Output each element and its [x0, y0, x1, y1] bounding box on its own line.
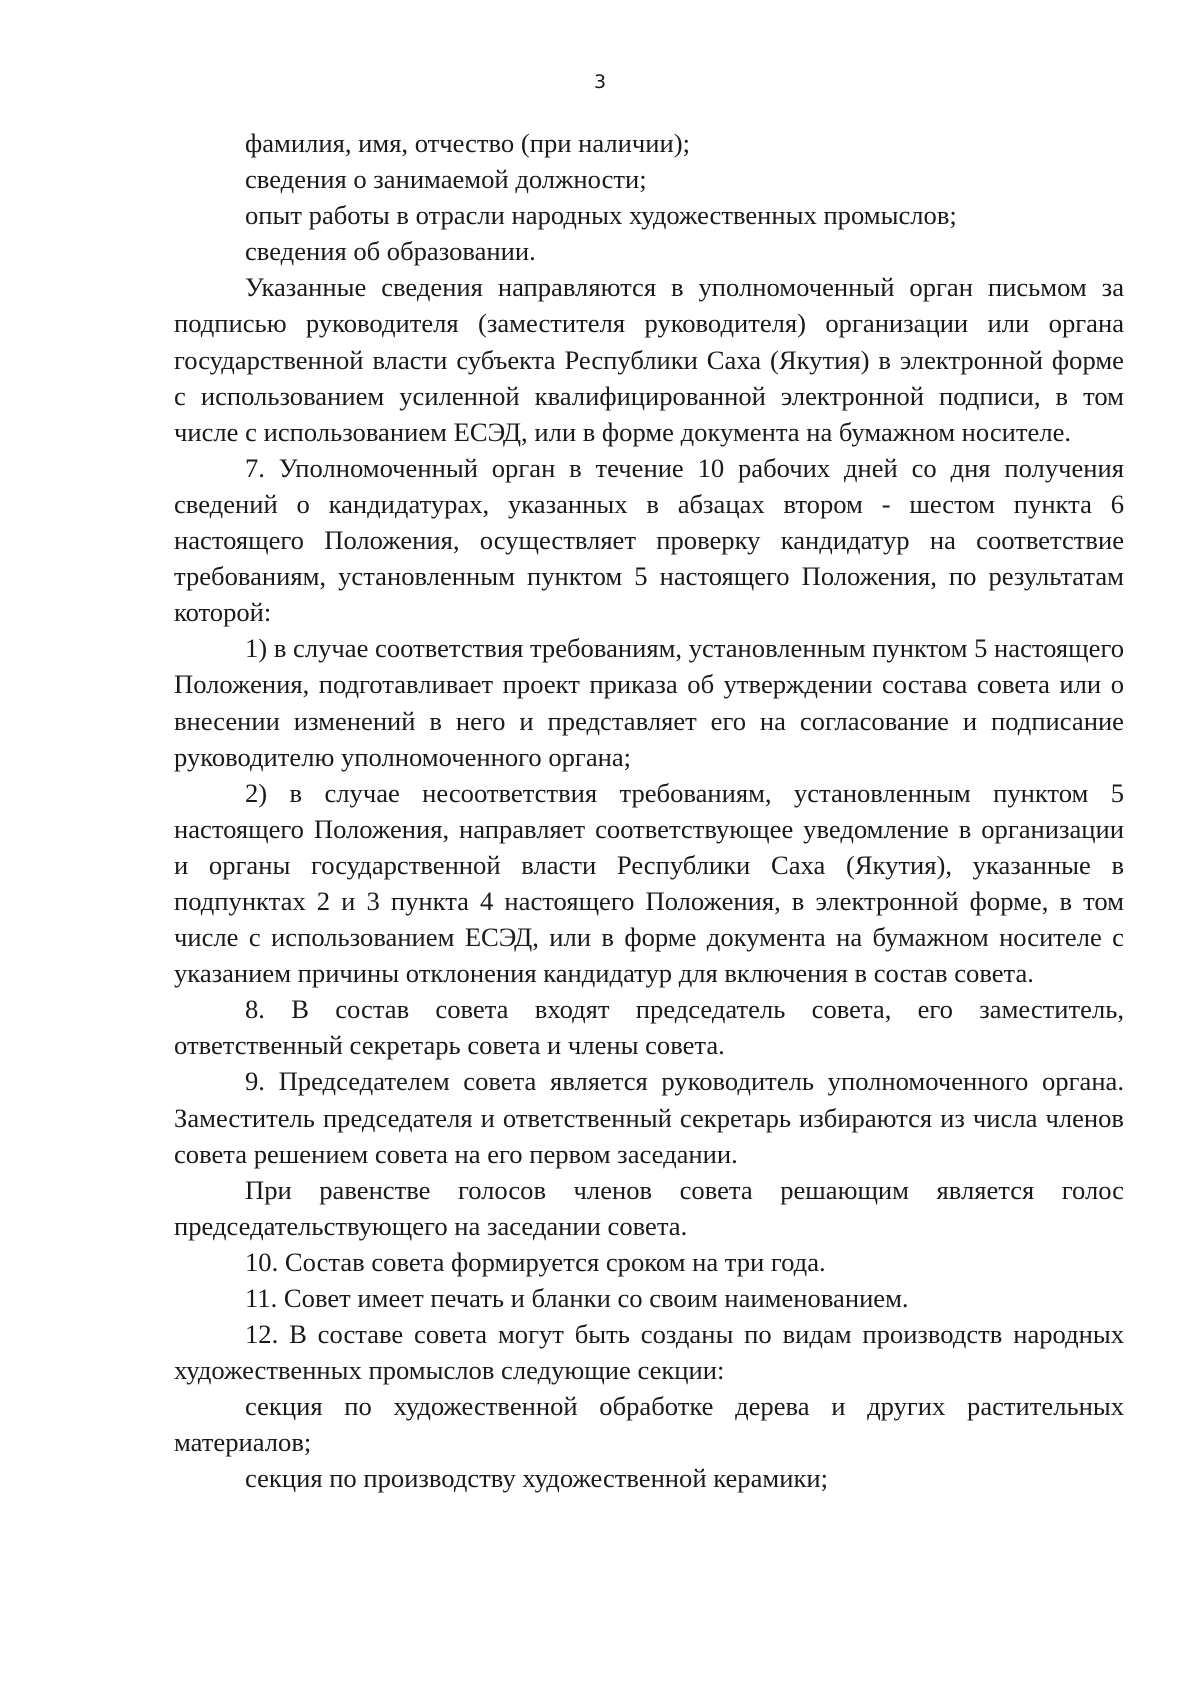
list-item-education: сведения об образовании.: [245, 236, 536, 267]
clause-12: 12. В составе совета могут быть созданы по видам производств народных художественных промыслов следующие секции:: [174, 1319, 1124, 1386]
document-body: [174, 125, 1124, 1497]
list-item-ceramics-section: секция по производству художественной керамики;: [245, 1463, 828, 1494]
list-item-full-name: фамилия, имя, отчество (при наличии);: [245, 128, 690, 158]
clause-7: 7. Уполномоченный орган в течение 10 рабочих дней со дня получения сведений о кандидатурах, указанных в абзацах втором - шестом пункта 6 настоящего Положения, осуществляет проверку кандидатур на соответствие требованиям, установленным пунктом 5 настоящего Положения, по результатам которой:: [174, 452, 1124, 628]
list-item-experience: опыт работы в отрасли народных художественных промыслов;: [245, 200, 957, 231]
list-item-position: сведения о занимаемой должности;: [245, 164, 647, 195]
list-item-wood-section: секция по художественной обработке дерева и других растительных материалов;: [174, 1391, 1124, 1458]
clause-7-subitem-1: 1) в случае соответствия требованиям, установленным пунктом 5 настоящего Положения, подготавливает проект приказа об утверждении состава совета или о внесении изменений в него и представляет его на согласование и подписание руководителю уполномоченного органа;: [174, 633, 1124, 772]
paragraph-tie-vote: При равенстве голосов членов совета решающим является голос председательствующего на заседании совета.: [174, 1174, 1124, 1241]
clause-7-subitem-2: 2) в случае несоответствия требованиям, установленным пунктом 5 настоящего Положения, направляет соответствующее уведомление в организации и органы государственной власти Республики Саха (Якутия), указанные в подпунктах 2 и 3 пункта 4 настоящего Положения, в электронной форме, в том числе с использованием ЕСЭД, или в форме документа на бумажном носителе с указанием причины отклонения кандидатур для включения в состав совета.: [174, 777, 1124, 989]
clause-11: 11. Совет имеет печать и бланки со своим наименованием.: [245, 1283, 909, 1313]
clause-10: 10. Состав совета формируется сроком на три года.: [245, 1246, 826, 1277]
page-number: 3: [593, 71, 607, 93]
paragraph-submission: Указанные сведения направляются в уполномоченный орган письмом за подписью руководителя (заместителя руководителя) организации или органа государственной власти субъекта Республики Саха (Якутия) в электронной форме с использованием усиленной квалифицированной электронной подписи, в том числе с использованием ЕСЭД, или в форме документа на бумажном носителе.: [174, 272, 1124, 447]
clause-8: 8. В состав совета входят председатель совета, его заместитель, ответственный секретарь совета и члены совета.: [174, 994, 1124, 1061]
clause-9: 9. Председателем совета является руководитель уполномоченного органа. Заместитель председателя и ответственный секретарь избираются из числа членов совета решением совета на его первом заседании.: [174, 1066, 1124, 1169]
